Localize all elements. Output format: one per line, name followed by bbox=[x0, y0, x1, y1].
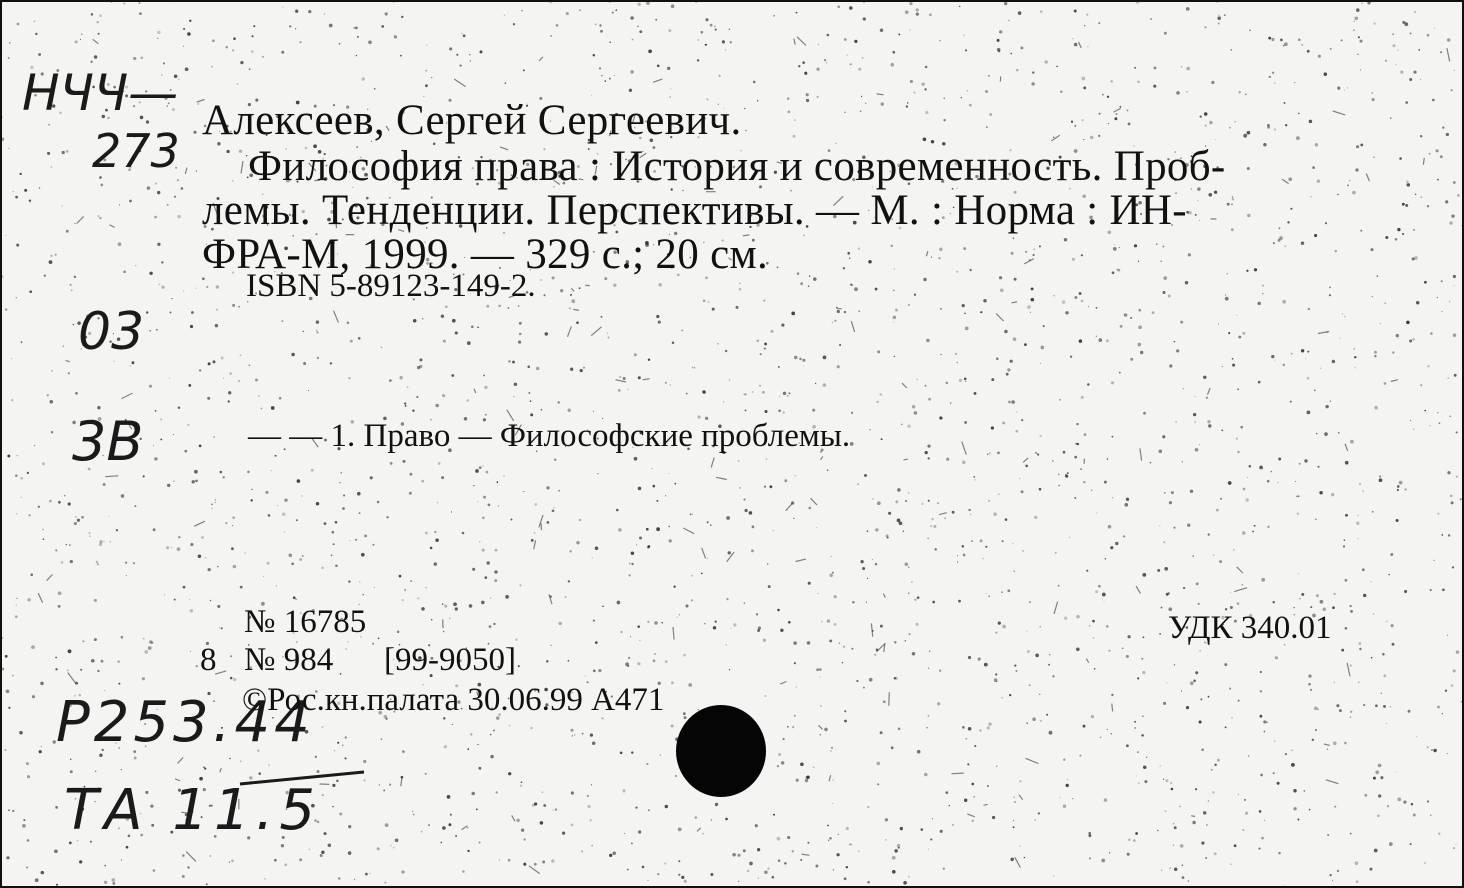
order-number: № 984 bbox=[244, 642, 334, 678]
title-line-2: лемы. Тенденции. Перспективы. — М. : Норма : ИН- bbox=[202, 187, 1187, 234]
handwritten-code-top-number: 273 bbox=[92, 124, 180, 178]
handwritten-code-top: НЧЧ— bbox=[22, 64, 179, 122]
handwritten-mark-3b: 3В bbox=[72, 410, 144, 473]
punch-hole bbox=[676, 705, 766, 797]
handwritten-underline bbox=[238, 768, 368, 788]
book-chamber-imprint: ©Рос.кн.палата 30.06.99 А471 bbox=[242, 682, 665, 718]
subject-heading: — — 1. Право — Философские проблемы. bbox=[248, 418, 851, 454]
copies-count: 8 bbox=[200, 642, 217, 678]
title-line-3: ФРА-М, 1999. — 329 с.; 20 см. bbox=[202, 231, 769, 278]
title-line-1: Философия права : История и современность. Проб- bbox=[248, 143, 1226, 190]
udk-code: УДК 340.01 bbox=[1168, 610, 1332, 646]
handwritten-code-bottom-2: ТА 11.5 bbox=[64, 778, 322, 843]
batch-code: [99-9050] bbox=[384, 642, 516, 678]
record-number: № 16785 bbox=[244, 604, 367, 640]
handwritten-mark-03: 03 bbox=[78, 302, 145, 362]
handwritten-code-bottom: Р253.44 bbox=[56, 690, 314, 755]
author-heading: Алексеев, Сергей Сергеевич. bbox=[202, 97, 742, 144]
isbn: ISBN 5-89123-149-2. bbox=[246, 268, 536, 304]
